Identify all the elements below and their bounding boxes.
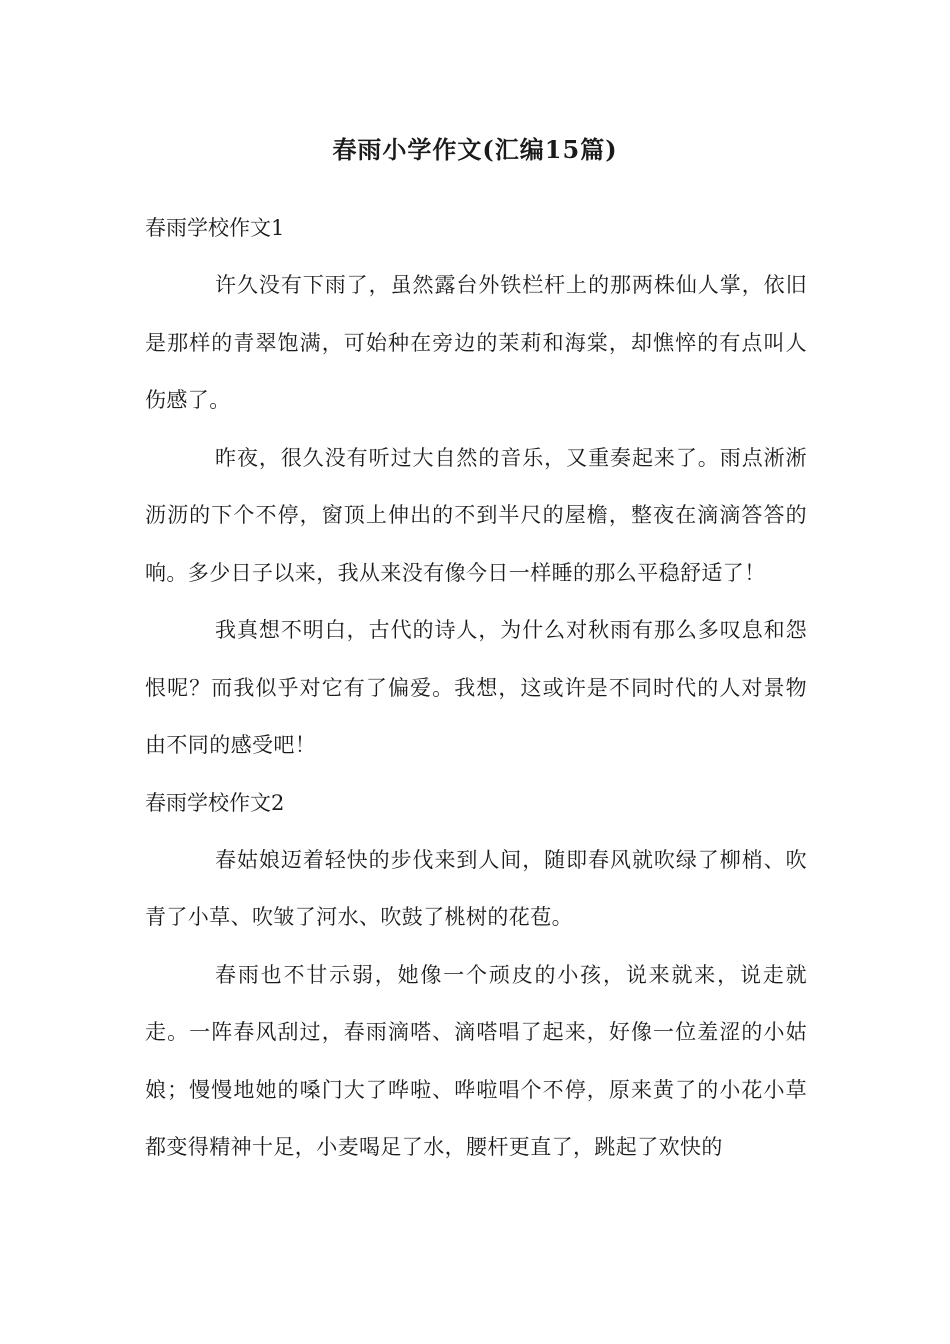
essay-section-1 [145,200,807,775]
section-heading: 春雨学校作文1 [145,216,285,240]
document-body [145,200,807,1177]
paragraph: 春雨也不甘示弱，她像一个顽皮的小孩，说来就来，说走就走。一阵春风刮过，春雨滴嗒、滴嗒唱了起来，好像一位羞涩的小姑娘；慢慢地她的嗓门大了哗啦、哗啦唱个不停，原来黄了的小花小草都变得精神十足，小麦喝足了水，腰杆更直了，跳起了欢快的 [145,962,807,1159]
paragraph: 我真想不明白，古代的诗人，为什么对秋雨有那么多叹息和怨恨呢？而我似乎对它有了偏爱。我想，这或许是不同时代的人对景物由不同的感受吧！ [145,618,807,757]
paragraph: 昨夜，很久没有听过大自然的音乐，又重奏起来了。雨点淅淅沥沥的下个不停，窗顶上伸出的不到半尺的屋檐，整夜在滴滴答答的响。多少日子以来，我从来没有像今日一样睡的那么平稳舒适了！ [145,445,807,585]
document-title: 春雨小学作文(汇编15篇) [332,135,618,164]
paragraph: 许久没有下雨了，虽然露台外铁栏杆上的那两株仙人掌，依旧是那样的青翠饱满，可始种在旁边的茉莉和海棠，却憔悴的有点叫人伤感了。 [145,273,807,412]
paragraph: 春姑娘迈着轻快的步伐来到人间，随即春风就吹绿了柳梢、吹青了小草、吹皱了河水、吹鼓了桃树的花苞。 [145,847,807,929]
section-heading: 春雨学校作文2 [145,790,285,815]
essay-section-2 [145,775,807,1177]
